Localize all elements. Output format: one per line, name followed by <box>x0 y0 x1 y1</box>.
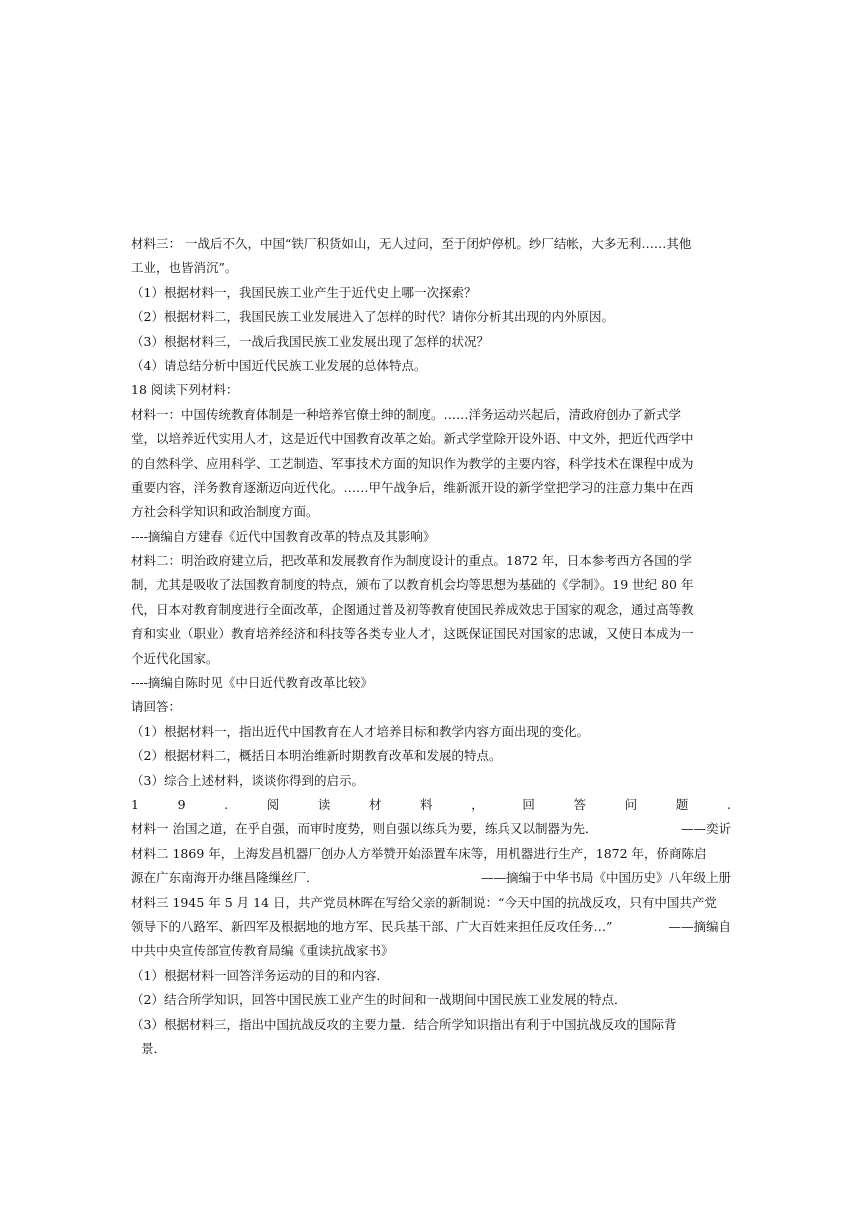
q19-material2-text: 源在广东南海开办继昌隆缫丝厂． <box>131 870 319 886</box>
q19-material1-source: ——奕䜣 <box>680 821 731 837</box>
q17-question-2: （2）根据材料二，我国民族工业发展进入了怎样的时代？请你分析其出现的内外原因。 <box>131 309 614 325</box>
q19-question-2: （2）结合所学知识，回答中国民族工业产生的时间和一战期间中国民族工业发展的特点． <box>131 992 627 1008</box>
q19-question-3: （3）根据材料三，指出中国抗战反攻的主要力量．结合所学知识指出有利于中国抗战反攻的国际背 <box>131 1016 677 1032</box>
q19-material3-source: ——摘编自 <box>668 918 731 934</box>
q19-heading-char: . <box>224 796 229 812</box>
q19-heading-char: 料 <box>420 796 433 812</box>
q18-question-2: （2）根据材料二，概括日本明治维新时期教育改革和发展的特点。 <box>131 748 502 764</box>
q19-material2-line1: 材料二 1869 年，上海发昌机器厂创办人方举赞开始添置车床等，用机器进行生产，1872 年，侨商陈启 <box>131 845 707 861</box>
q19-heading-char: 题 <box>675 796 689 812</box>
q19-heading-char: 答 <box>573 796 586 812</box>
q19-material3-text: 领导下的八路军、新四军及根据地的地方军、民兵基干部、广大百姓来担任反攻任务…” <box>131 918 613 934</box>
q18-material1-line: 堂，以培养近代实用人才，这是近代中国教育改革之始。新式学堂除开设外语、中文外，把近代西学中 <box>131 431 694 447</box>
q18-material1-line: 方社会科学知识和政治制度方面。 <box>131 504 319 520</box>
q18-material1-line: 重要内容，洋务教育逐渐迈向近代化。……甲午战争后，维新派开设的新学堂把学习的注意力集中在西 <box>131 479 694 495</box>
q18-question-1: （1）根据材料一，指出近代中国教育在人才培养目标和教学内容方面出现的变化。 <box>131 723 589 739</box>
q19-material3-line2 <box>131 915 731 939</box>
q18-material2-line: 育和实业（职业）教育培养经济和科技等各类专业人才，这既保证国民对国家的忠诚，又使日本成为一 <box>131 626 694 642</box>
document-body <box>131 232 731 1061</box>
q19-heading-char: 读 <box>317 796 331 812</box>
q19-material2-line2 <box>131 866 731 890</box>
q19-heading-char: 1 <box>131 796 139 812</box>
q18-question-3: （3）综合上述材料，谈谈你得到的启示。 <box>131 772 364 788</box>
q17-question-3: （3）根据材料三，一战后我国民族工业发展出现了怎样的状况？ <box>131 333 489 349</box>
q17-question-1: （1）根据材料一，我国民族工业产生于近代史上哪一次探索？ <box>131 284 477 300</box>
q19-material3-line1: 材料三 1945 年 5 月 14 日，共产党员林晖在写给父亲的新制说：“今天中国的抗战反攻，只有中国共产党 <box>131 894 717 910</box>
q19-question-3-continued: 景． <box>141 1040 167 1056</box>
q19-heading-char: 回 <box>522 796 535 812</box>
q18-prompt: 请回答： <box>131 699 182 715</box>
q18-material1-line: 的自然科学、应用科学、工艺制造、军事技术方面的知识作为教学的主要内容，科学技术在课程中成为 <box>131 455 694 471</box>
q19-heading-char: . <box>726 796 731 812</box>
q19-heading-char: 9 <box>177 796 186 812</box>
q17-material3-line1: 材料三： 一战后不久，中国“铁厂积货如山，无人过问，至于闭炉停机。纱厂结帐，大多无利……其他 <box>131 236 692 251</box>
q19-material1-text: 材料一 治国之道，在乎自强，而审时度势，则自强以练兵为要，练兵又以制器为先． <box>131 821 598 837</box>
q19-material3-line3: 中共中央宣传部宣传教育局编《重读抗战家书》 <box>131 943 394 959</box>
q18-material2-line: 制，尤其是吸收了法国教育制度的特点，颁布了以教育机会均等思想为基础的《学制》。19 世纪 80 年 <box>131 577 694 593</box>
q18-material2-line: 个近代化国家。 <box>131 650 219 666</box>
q18-heading: 18 阅读下列材料： <box>131 382 239 398</box>
q19-heading-char: ， <box>471 796 484 812</box>
q17-question-4: （4）请总结分析中国近代民族工业发展的总体特点。 <box>131 357 427 373</box>
q19-heading <box>131 793 731 817</box>
q19-heading-char: 阅 <box>266 796 280 812</box>
q19-material2-source: ——摘编于中华书局《中国历史》八年级上册 <box>480 870 731 886</box>
q18-material2-source: ----摘编自陈时见《中日近代教育改革比较》 <box>131 675 373 691</box>
q17-material3-line2: 工业，也皆消沉”。 <box>131 260 238 276</box>
q19-question-1: （1）根据材料一回答洋务运动的目的和内容． <box>131 967 389 983</box>
q18-material2-line: 代，日本对教育制度进行全面改革，企图通过普及初等教育使国民养成效忠于国家的观念，通过高等教 <box>131 601 694 617</box>
q18-material1-line: 材料一：中国传统教育体制是一种培养官僚士绅的制度。……洋务运动兴起后，清政府创办了新式学 <box>131 406 682 422</box>
q19-heading-char: 材 <box>368 796 382 812</box>
q18-material1-source: ----摘编自方建春《近代中国教育改革的特点及其影响》 <box>131 528 436 544</box>
q19-material1 <box>131 817 731 841</box>
q19-heading-char: 问 <box>624 796 638 812</box>
q18-material2-line: 材料二：明治政府建立后，把改革和发展教育作为制度设计的重点。1872 年，日本参考西方各国的学 <box>131 553 692 569</box>
